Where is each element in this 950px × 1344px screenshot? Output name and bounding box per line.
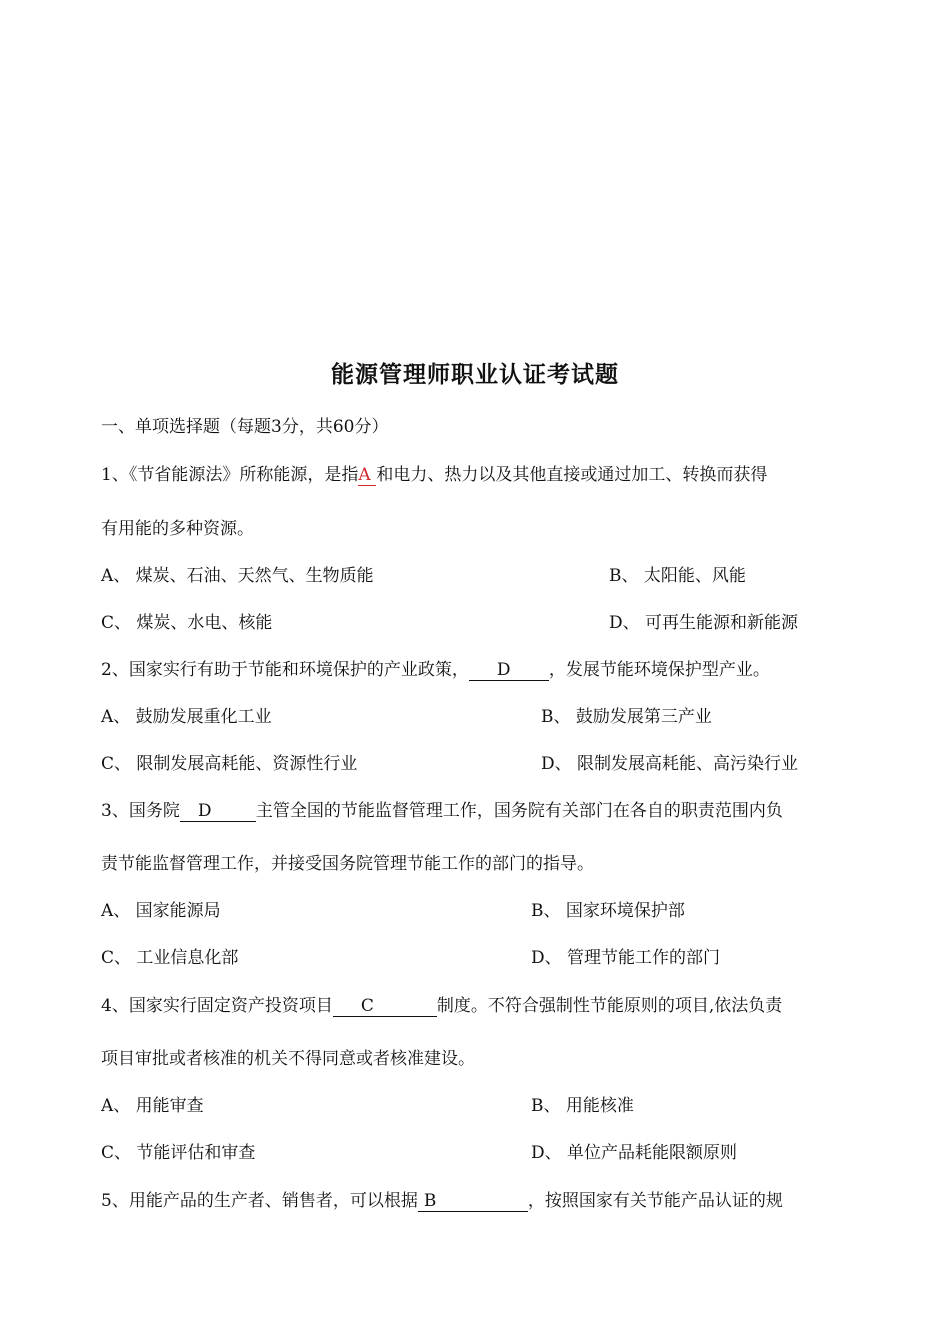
question-3-option-b: B、 国家环境保护部	[531, 901, 685, 921]
question-2-text-pre: 2、国家实行有助于节能和环境保护的产业政策，	[101, 660, 469, 680]
question-4-option-a: A、 用能审查	[101, 1096, 204, 1116]
question-3-option-c: C、 工业信息化部	[101, 948, 239, 968]
question-3-text-pre: 3、国务院	[101, 801, 180, 821]
question-4	[101, 994, 782, 1018]
question-2-option-c: C、 限制发展高耗能、资源性行业	[101, 754, 358, 774]
question-1-option-b: B、 太阳能、风能	[609, 566, 746, 586]
question-1-text-post: 和电力、热力以及其他直接或通过加工、转换而获得	[376, 465, 768, 485]
question-5-text-post: ，按照国家有关节能产品认证的规	[527, 1191, 783, 1211]
question-4-option-d: D、 单位产品耗能限额原则	[531, 1143, 738, 1163]
question-3-text-post: 主管全国的节能监督管理工作，国务院有关部门在各自的职责范围内负	[255, 801, 783, 821]
question-5	[101, 1189, 783, 1213]
question-2-option-a: A、 鼓励发展重化工业	[101, 707, 272, 727]
question-4-option-b: B、 用能核准	[531, 1096, 634, 1116]
question-2-answer: D	[469, 660, 549, 681]
question-1-option-a: A、 煤炭、石油、天然气、生物质能	[101, 566, 374, 586]
question-4-option-c: C、 节能评估和审查	[101, 1143, 256, 1163]
section-heading: 一、单项选择题（每题3分，共60分）	[101, 417, 389, 437]
question-3-option-d: D、 管理节能工作的部门	[531, 948, 721, 968]
question-2-option-d: D、 限制发展高耗能、高污染行业	[541, 754, 799, 774]
question-1-option-d: D、 可再生能源和新能源	[609, 613, 799, 633]
question-4-text-post: 制度。不符合强制性节能原则的项目,依法负责	[436, 996, 783, 1016]
question-3	[101, 799, 783, 823]
question-1-continuation: 有用能的多种资源。	[101, 519, 254, 539]
question-2-option-b: B、 鼓励发展第三产业	[541, 707, 712, 727]
question-3-continuation: 责节能监督管理工作，并接受国务院管理节能工作的部门的指导。	[101, 854, 594, 874]
question-4-answer: C	[333, 996, 437, 1017]
question-5-text-pre: 5、用能产品的生产者、销售者，可以根据	[101, 1191, 418, 1211]
question-4-text-pre: 4、国家实行固定资产投资项目	[101, 996, 333, 1016]
question-5-answer: B	[418, 1191, 528, 1212]
question-1-text-pre: 1、《节省能源法》所称能源，是指	[101, 465, 359, 485]
question-1-answer: A	[358, 465, 376, 486]
question-2	[101, 658, 770, 682]
question-4-continuation: 项目审批或者核准的机关不得同意或者核准建设。	[101, 1049, 475, 1069]
question-1-option-c: C、 煤炭、水电、核能	[101, 613, 273, 633]
question-1	[101, 463, 767, 487]
question-3-option-a: A、 国家能源局	[101, 901, 221, 921]
question-2-text-post: ，发展节能环境保护型产业。	[548, 660, 770, 680]
page-title: 能源管理师职业认证考试题	[331, 362, 619, 388]
question-3-answer: D	[180, 801, 256, 822]
